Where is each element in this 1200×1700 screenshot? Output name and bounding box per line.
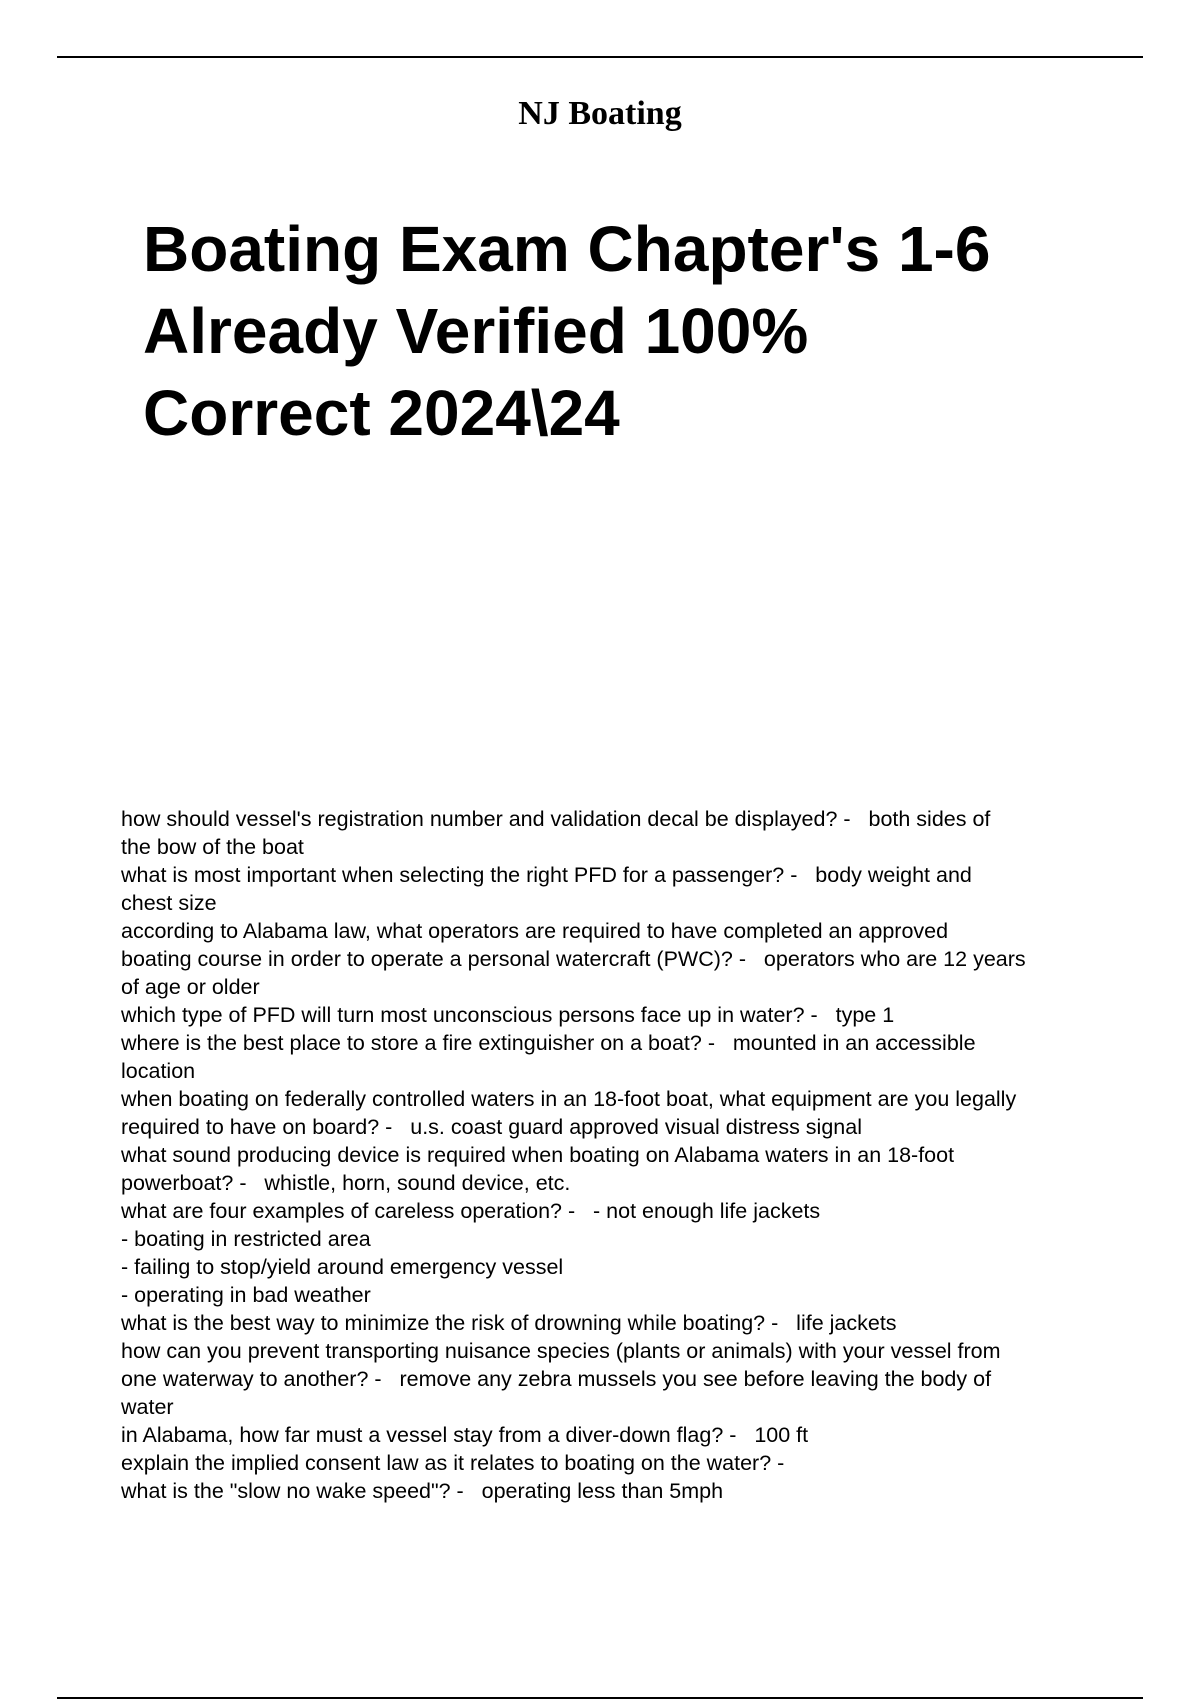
qa-text-line: what are four examples of careless operation? - - not enough life jackets [121,1199,821,1223]
qa-text-line: what is the "slow no wake speed"? - operating less than 5mph [121,1479,724,1503]
qa-text-line: - failing to stop/yield around emergency vessel [121,1255,564,1279]
qa-text-line: required to have on board? - u.s. coast guard approved visual distress signal [121,1115,862,1139]
qa-text-line: how should vessel's registration number and validation decal be displayed? - both sides of [121,807,991,831]
question-answer-list [121,805,1141,1505]
qa-text-line: explain the implied consent law as it relates to boating on the water? - [121,1451,785,1475]
qa-text-line: according to Alabama law, what operators are required to have completed an approved [121,919,949,943]
qa-text-line: one waterway to another? - remove any zebra mussels you see before leaving the body of [121,1367,992,1391]
qa-text-line: how can you prevent transporting nuisance species (plants or animals) with your vessel from [121,1339,1001,1363]
qa-text-line: location [121,1059,196,1083]
top-rule [57,56,1143,58]
qa-text-line: what is most important when selecting the right PFD for a passenger? - body weight and [121,863,972,887]
qa-text-line: where is the best place to store a fire extinguisher on a boat? - mounted in an accessible [121,1031,976,1055]
qa-text-line: in Alabama, how far must a vessel stay from a diver-down flag? - 100 ft [121,1423,809,1447]
qa-text-line: chest size [121,891,217,915]
qa-text-line: powerboat? - whistle, horn, sound device, etc. [121,1171,571,1195]
page-header-title: NJ Boating [518,95,682,132]
qa-text-line: the bow of the boat [121,835,304,859]
document-title-line: Boating Exam Chapter's 1-6 [143,213,991,285]
document-title-line: Already Verified 100% [143,295,809,367]
qa-text-line: what sound producing device is required when boating on Alabama waters in an 18-foot [121,1143,955,1167]
qa-text-line: when boating on federally controlled waters in an 18-foot boat, what equipment are you legally [121,1087,1017,1111]
qa-text-line: - boating in restricted area [121,1227,371,1251]
qa-text-line: what is the best way to minimize the risk of drowning while boating? - life jackets [121,1311,897,1335]
bottom-rule [57,1697,1143,1699]
qa-text-line: - operating in bad weather [121,1283,371,1307]
qa-text-line: boating course in order to operate a personal watercraft (PWC)? - operators who are 12 years [121,947,1026,971]
qa-text-line: of age or older [121,975,260,999]
document-title [143,208,1153,454]
document-title-line: Correct 2024\24 [143,377,620,449]
qa-text-line: which type of PFD will turn most unconscious persons face up in water? - type 1 [121,1003,895,1027]
qa-text-line: water [121,1395,174,1419]
